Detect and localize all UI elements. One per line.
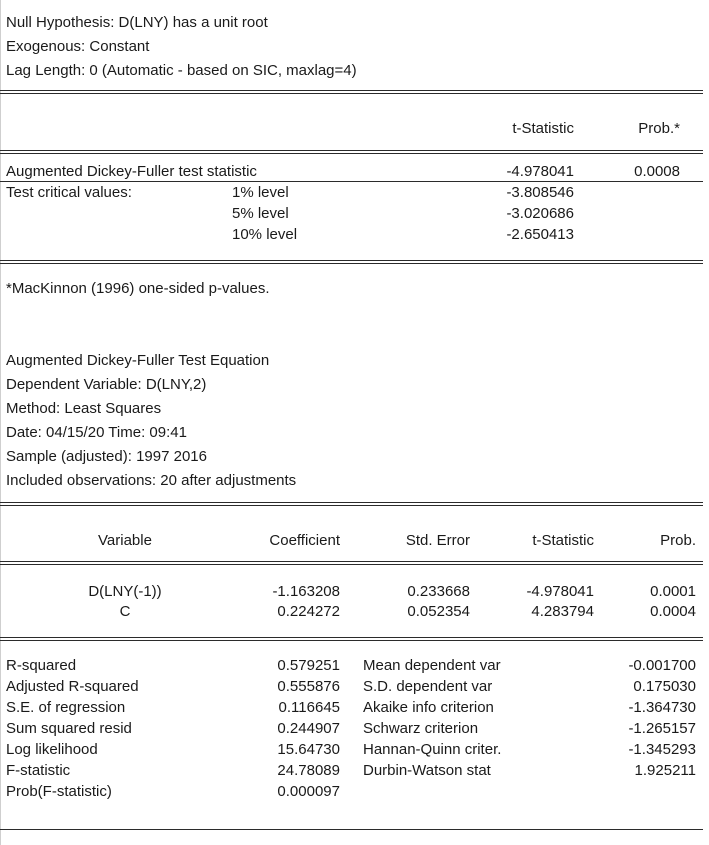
adf-prob: 0.0008 (634, 163, 680, 180)
table-row-prob: 0.0004 (650, 603, 696, 620)
stat-value: -1.345293 (628, 741, 696, 758)
stat-value: 0.579251 (277, 657, 340, 674)
rule (0, 181, 703, 182)
stat-label: Adjusted R-squared (6, 678, 139, 695)
level-label: 10% level (232, 226, 298, 243)
rule (0, 561, 703, 562)
left-border (0, 0, 1, 845)
null-hypothesis: Null Hypothesis: D(LNY) has a unit root (6, 14, 268, 31)
level-value: -3.020686 (506, 205, 574, 222)
stat-value: 24.78089 (277, 762, 340, 779)
rule (0, 93, 703, 94)
col-prob-header: Prob.* (638, 120, 680, 137)
stat-value: 1.925211 (634, 762, 696, 779)
col-tstat-header: t-Statistic (512, 120, 574, 137)
stat-value: 15.64730 (277, 741, 340, 758)
stat-label: Durbin-Watson stat (363, 762, 491, 779)
dependent-variable: Dependent Variable: D(LNY,2) (6, 376, 207, 393)
level-label: 5% level (232, 205, 289, 222)
table-row-coefficient: 0.224272 (277, 603, 340, 620)
header-std-error: Std. Error (405, 532, 470, 549)
stat-label: Schwarz criterion (363, 720, 479, 737)
rule (0, 90, 703, 91)
sample: Sample (adjusted): 1997 2016 (6, 448, 207, 465)
stat-value: 0.116645 (278, 699, 340, 716)
table-row-std-error: 0.233668 (407, 583, 470, 600)
stat-label: R-squared (6, 657, 77, 674)
level-value: -3.808546 (506, 184, 574, 201)
stat-value: -0.001700 (628, 657, 696, 674)
method: Method: Least Squares (6, 400, 162, 417)
table-row-t-statistic: 4.283794 (531, 603, 594, 620)
adf-label: Augmented Dickey-Fuller test statistic (6, 163, 257, 180)
stat-label: Hannan-Quinn criter. (363, 741, 502, 758)
observations: Included observations: 20 after adjustments (6, 472, 297, 489)
rule (0, 150, 703, 151)
table-row-prob: 0.0001 (650, 583, 696, 600)
stat-value: -1.265157 (628, 720, 696, 737)
table-row-t-statistic: -4.978041 (526, 583, 594, 600)
level-value: -2.650413 (506, 226, 574, 243)
stat-value: 0.244907 (277, 720, 340, 737)
date-time: Date: 04/15/20 Time: 09:41 (6, 424, 187, 441)
stat-value: -1.364730 (628, 699, 696, 716)
table-row-variable: C (119, 603, 131, 620)
footnote: *MacKinnon (1996) one-sided p-values. (6, 280, 270, 297)
equation-title: Augmented Dickey-Fuller Test Equation (6, 352, 270, 369)
rule (0, 637, 703, 638)
stat-value: 0.175030 (633, 678, 696, 695)
stat-label: Mean dependent var (363, 657, 501, 674)
stat-label: Akaike info criterion (363, 699, 494, 716)
adf-tstat: -4.978041 (506, 163, 574, 180)
table-row-std-error: 0.052354 (407, 603, 470, 620)
rule (0, 263, 703, 264)
rule (0, 505, 703, 506)
header-t-statistic: t-Statistic (532, 532, 594, 549)
stat-label: F-statistic (6, 762, 71, 779)
lag-length: Lag Length: 0 (Automatic - based on SIC, maxlag=4) (6, 62, 357, 79)
rule (0, 502, 703, 503)
table-row-coefficient: -1.163208 (272, 583, 340, 600)
rule (0, 564, 703, 565)
rule (0, 153, 703, 154)
header-variable: Variable (98, 532, 152, 549)
stat-value: 0.555876 (277, 678, 340, 695)
header-prob: Prob. (660, 532, 696, 549)
stat-label: Log likelihood (6, 741, 98, 758)
rule (0, 640, 703, 641)
critical-label: Test critical values: (6, 184, 132, 201)
table-row-variable: D(LNY(-1)) (88, 583, 162, 600)
stat-label: S.E. of regression (6, 699, 126, 716)
rule (0, 260, 703, 261)
level-label: 1% level (232, 184, 289, 201)
stat-value: 0.000097 (277, 783, 340, 800)
stat-label: S.D. dependent var (363, 678, 493, 695)
rule (0, 829, 703, 830)
stat-label: Prob(F-statistic) (6, 783, 112, 800)
exogenous: Exogenous: Constant (6, 38, 150, 55)
stat-label: Sum squared resid (6, 720, 132, 737)
header-coefficient: Coefficient (269, 532, 340, 549)
